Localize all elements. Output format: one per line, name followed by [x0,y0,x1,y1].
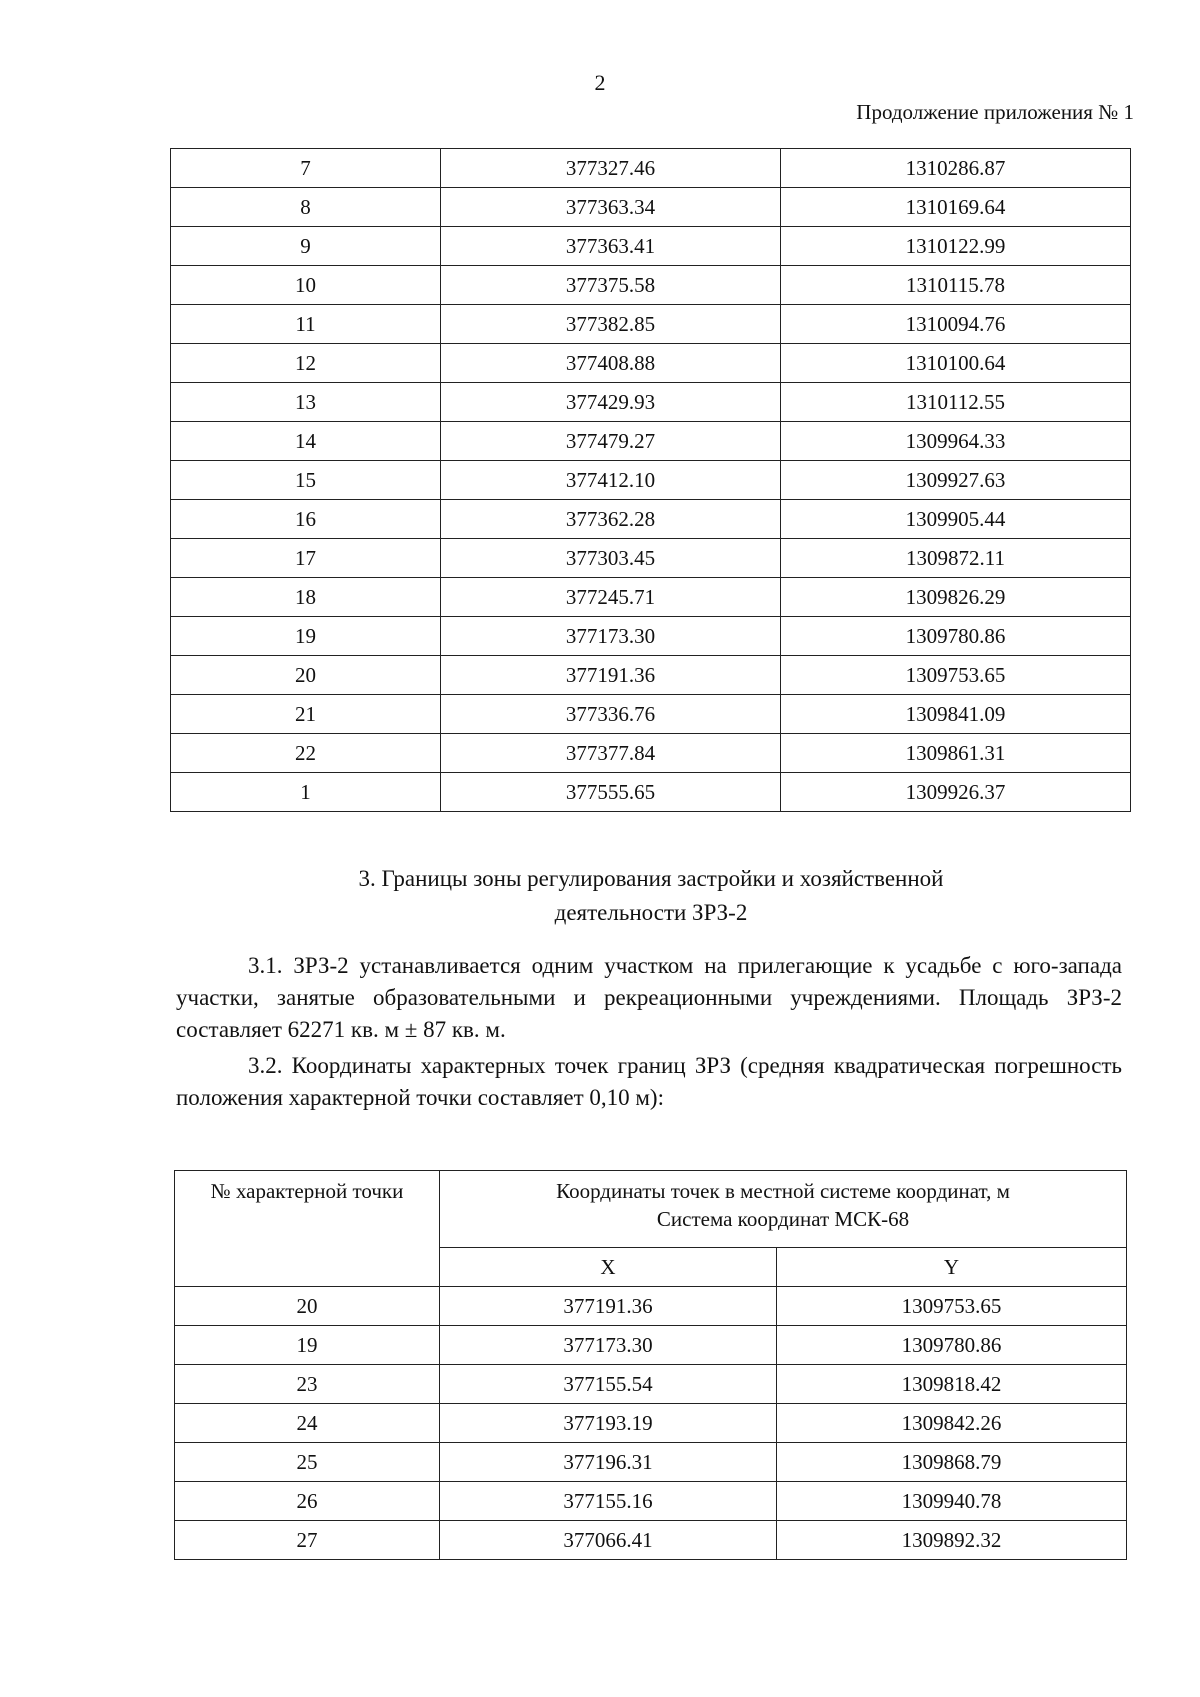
x-coordinate-cell: 377363.34 [441,188,781,227]
point-number-cell: 25 [175,1443,440,1482]
table-row [175,1482,1127,1521]
y-coordinate-cell: 1309842.26 [777,1404,1127,1443]
x-coordinate-cell: 377191.36 [440,1287,777,1326]
paragraph-3-2: 3.2. Координаты характерных точек границ ЗРЗ (средняя квадратическая погрешность положения характерной точки составляет 0,10 м): [176,1053,1122,1110]
y-coordinate-cell: 1309964.33 [781,422,1131,461]
x-coordinate-cell: 377479.27 [441,422,781,461]
table-row [171,422,1131,461]
coordinates-table-continued [170,148,1131,812]
table-row [171,539,1131,578]
y-coordinate-cell: 1309826.29 [781,578,1131,617]
appendix-continuation-label: Продолжение приложения № 1 [856,100,1134,124]
table-row [175,1521,1127,1560]
section-3-title [170,862,1132,930]
point-number-cell: 27 [175,1521,440,1560]
x-coordinate-cell: 377327.46 [441,149,781,188]
y-coordinate-cell: 1309780.86 [781,617,1131,656]
y-coordinate-cell: 1310286.87 [781,149,1131,188]
point-number-cell: 10 [171,266,441,305]
page-number: 2 [594,70,606,95]
point-number-cell: 26 [175,1482,440,1521]
y-coordinate-cell: 1309861.31 [781,734,1131,773]
point-number-cell: 1 [171,773,441,812]
coordinates-table-body [171,149,1131,812]
point-number-cell: 22 [171,734,441,773]
x-coordinate-cell: 377155.54 [440,1365,777,1404]
table-row [175,1326,1127,1365]
table-row [171,344,1131,383]
header-x: X [440,1248,777,1287]
y-coordinate-cell: 1309905.44 [781,500,1131,539]
table-row [171,656,1131,695]
x-coordinate-cell: 377375.58 [441,266,781,305]
point-number-cell: 18 [171,578,441,617]
table-row [175,1287,1127,1326]
x-coordinate-cell: 377066.41 [440,1521,777,1560]
table-row [171,461,1131,500]
header-coordinates [440,1171,1127,1248]
point-number-cell: 24 [175,1404,440,1443]
point-number-cell: 11 [171,305,441,344]
y-coordinate-cell: 1309753.65 [781,656,1131,695]
x-coordinate-cell: 377245.71 [441,578,781,617]
table-row [171,227,1131,266]
y-coordinate-cell: 1309927.63 [781,461,1131,500]
header-point-number: № характерной точки [175,1171,440,1287]
point-number-cell: 12 [171,344,441,383]
x-coordinate-cell: 377429.93 [441,383,781,422]
y-coordinate-cell: 1309841.09 [781,695,1131,734]
x-coordinate-cell: 377362.28 [441,500,781,539]
x-coordinate-cell: 377363.41 [441,227,781,266]
table-row [175,1404,1127,1443]
y-coordinate-cell: 1309892.32 [777,1521,1127,1560]
y-coordinate-cell: 1310115.78 [781,266,1131,305]
table-row [171,578,1131,617]
table-row [171,383,1131,422]
y-coordinate-cell: 1309753.65 [777,1287,1127,1326]
y-coordinate-cell: 1309872.11 [781,539,1131,578]
table-row [171,188,1131,227]
table-row [171,773,1131,812]
table-row [175,1443,1127,1482]
point-number-cell: 14 [171,422,441,461]
x-coordinate-cell: 377377.84 [441,734,781,773]
zrz2-coordinates-table-body [175,1287,1127,1560]
x-coordinate-cell: 377155.16 [440,1482,777,1521]
y-coordinate-cell: 1309940.78 [777,1482,1127,1521]
point-number-cell: 19 [175,1326,440,1365]
zrz2-coordinates-table [174,1170,1127,1560]
point-number-cell: 23 [175,1365,440,1404]
point-number-cell: 21 [171,695,441,734]
y-coordinate-cell: 1310169.64 [781,188,1131,227]
x-coordinate-cell: 377173.30 [440,1326,777,1365]
x-coordinate-cell: 377408.88 [441,344,781,383]
table-row [171,149,1131,188]
header-y: Y [777,1248,1127,1287]
y-coordinate-cell: 1309926.37 [781,773,1131,812]
point-number-cell: 17 [171,539,441,578]
table-row [171,617,1131,656]
y-coordinate-cell: 1309780.86 [777,1326,1127,1365]
y-coordinate-cell: 1310112.55 [781,383,1131,422]
x-coordinate-cell: 377196.31 [440,1443,777,1482]
x-coordinate-cell: 377336.76 [441,695,781,734]
x-coordinate-cell: 377173.30 [441,617,781,656]
table-row [171,734,1131,773]
header-coordinates-line-2: Система координат МСК-68 [656,1207,910,1231]
paragraph-3-1: 3.1. ЗРЗ-2 устанавливается одним участком на прилегающие к усадьбе с юго-запада участки, занятые образовательными и рекреационными учреждениями. Площадь ЗРЗ-2 составляет 62271 кв. м ± 87 кв. м. [176,953,1122,1042]
header-coordinates-line-1: Координаты точек в местной системе координат, м [556,1179,1010,1203]
point-number-cell: 7 [171,149,441,188]
x-coordinate-cell: 377412.10 [441,461,781,500]
point-number-cell: 16 [171,500,441,539]
section-title-line-2: деятельности ЗРЗ-2 [554,900,748,925]
x-coordinate-cell: 377193.19 [440,1404,777,1443]
point-number-cell: 15 [171,461,441,500]
table-row [171,500,1131,539]
table-row [171,695,1131,734]
point-number-cell: 19 [171,617,441,656]
x-coordinate-cell: 377382.85 [441,305,781,344]
y-coordinate-cell: 1310094.76 [781,305,1131,344]
point-number-cell: 20 [171,656,441,695]
x-coordinate-cell: 377191.36 [441,656,781,695]
point-number-cell: 9 [171,227,441,266]
point-number-cell: 13 [171,383,441,422]
section-title-line-1: 3. Границы зоны регулирования застройки и хозяйственной [358,866,944,891]
y-coordinate-cell: 1310122.99 [781,227,1131,266]
y-coordinate-cell: 1310100.64 [781,344,1131,383]
y-coordinate-cell: 1309818.42 [777,1365,1127,1404]
x-coordinate-cell: 377555.65 [441,773,781,812]
table-row [171,266,1131,305]
table-row [171,305,1131,344]
y-coordinate-cell: 1309868.79 [777,1443,1127,1482]
point-number-cell: 8 [171,188,441,227]
point-number-cell: 20 [175,1287,440,1326]
table-row [175,1365,1127,1404]
x-coordinate-cell: 377303.45 [441,539,781,578]
